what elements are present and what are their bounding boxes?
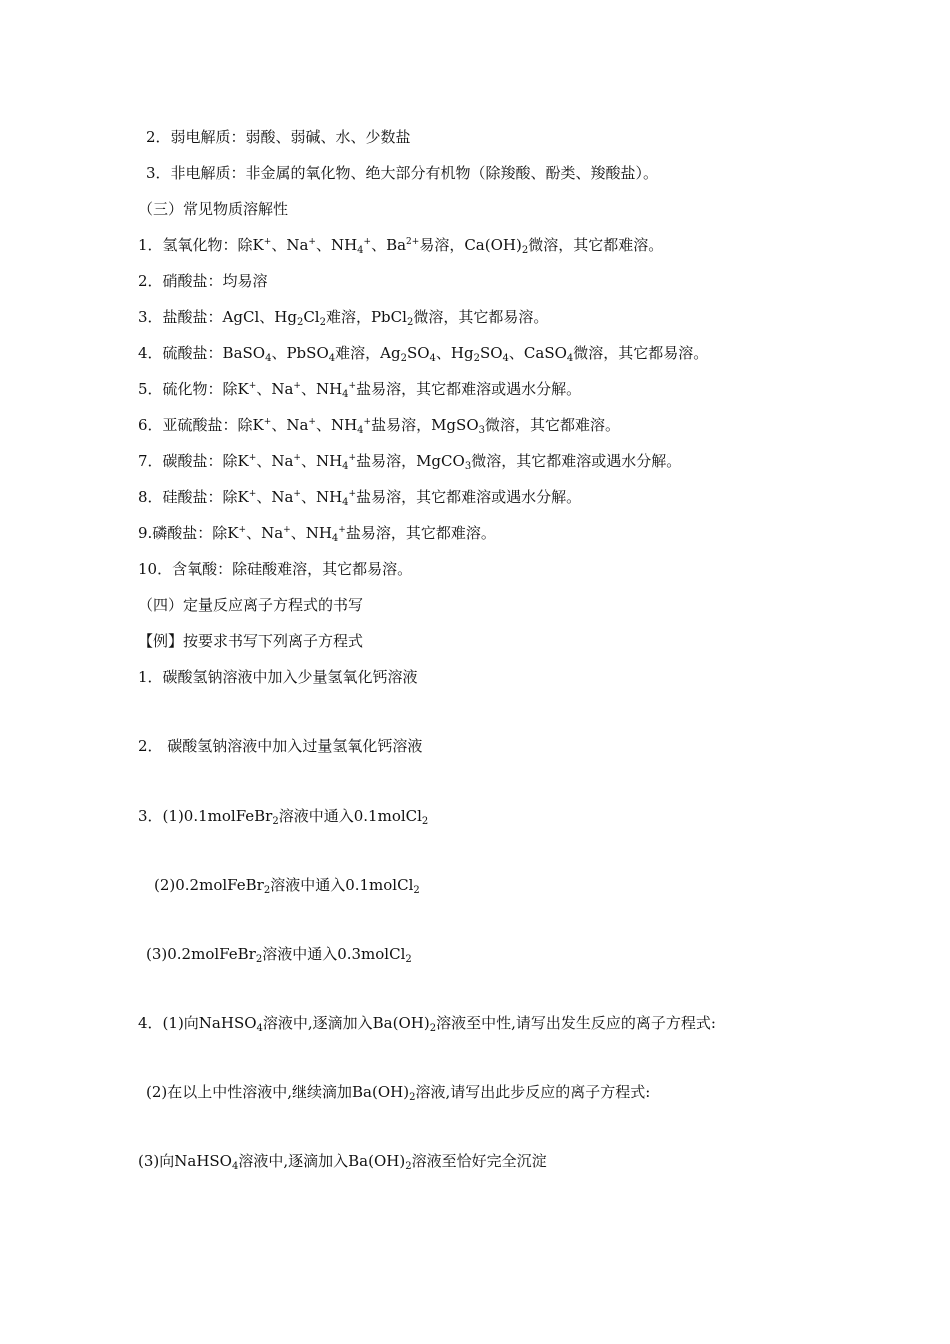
solubility-item: 1．氢氧化物：除K+、Na+、$NH_4^+$、$Ba^{2+}$易溶，$Ca(OH)_2$微溶，其它都难溶。 bbox=[138, 236, 664, 256]
solubility-item: 10．含氧酸：除硅酸难溶，其它都易溶。 bbox=[138, 560, 413, 578]
electrolyte-non: 3．非电解质：非金属的氧化物、绝大部分有机物（除羧酸、酚类、羧酸盐）。 bbox=[146, 164, 659, 182]
solubility-item: 4．硫酸盐：BaSO$_4$、PbSO$_4$难溶，$Ag_2SO_4$、$Hg_2SO_4$、CaSO$_4$微溶，其它都易溶。 bbox=[138, 344, 709, 364]
question-1: 1．碳酸氢钠溶液中加入少量氢氧化钙溶液 bbox=[138, 668, 418, 686]
solubility-item: 5．硫化物：除K+、Na+、$NH_4^+$盐易溶，其它都难溶或遇水分解。 bbox=[138, 380, 582, 400]
question-3-2: (2)0.2molFeBr$_2$溶液中通入0.1molCl$_2$ bbox=[154, 876, 420, 896]
question-4-2: (2)在以上中性溶液中,继续滴加$Ba(OH)_2$溶液,请写出此步反应的离子方程式: bbox=[146, 1083, 651, 1103]
question-4-1: 4．(1)向NaHSO$_4$溶液中,逐滴加入$Ba(OH)_2$溶液至中性,请写出发生反应的离子方程式: bbox=[138, 1014, 716, 1034]
solubility-item: 7．碳酸盐：除K+、Na+、$NH_4^+$盐易溶，MgCO$_3$微溶，其它都难溶或遇水分解。 bbox=[138, 452, 682, 472]
solubility-item: 6．亚硫酸盐：除K+、Na+、$NH_4^+$盐易溶，MgSO$_3$微溶，其它都难溶。 bbox=[138, 416, 621, 436]
solubility-item: 9.磷酸盐：除K+、Na+、$NH_4^+$盐易溶，其它都难溶。 bbox=[138, 524, 496, 544]
question-3-3: (3)0.2molFeBr$_2$溶液中通入0.3molCl$_2$ bbox=[146, 945, 412, 965]
ionic-heading: （四）定量反应离子方程式的书写 bbox=[138, 596, 364, 614]
question-2: 2． 碳酸氢钠溶液中加入过量氢氧化钙溶液 bbox=[138, 737, 423, 755]
solubility-item: 2．硝酸盐：均易溶 bbox=[138, 272, 268, 290]
example-heading: 【例】按要求书写下列离子方程式 bbox=[138, 632, 364, 650]
question-3-1: 3．(1)0.1molFeBr$_2$溶液中通入0.1molCl$_2$ bbox=[138, 807, 429, 827]
question-4-3: (3)向NaHSO$_4$溶液中,逐滴加入$Ba(OH)_2$溶液至恰好完全沉淀 bbox=[138, 1152, 547, 1172]
solubility-heading: （三）常见物质溶解性 bbox=[138, 200, 289, 218]
electrolyte-weak: 2．弱电解质：弱酸、弱碱、水、少数盐 bbox=[146, 128, 411, 146]
solubility-item: 8．硅酸盐：除K+、Na+、$NH_4^+$盐易溶，其它都难溶或遇水分解。 bbox=[138, 488, 582, 508]
solubility-item: 3．盐酸盐：AgCl、$Hg_2Cl_2$难溶，PbCl$_2$微溶，其它都易溶。 bbox=[138, 308, 549, 328]
